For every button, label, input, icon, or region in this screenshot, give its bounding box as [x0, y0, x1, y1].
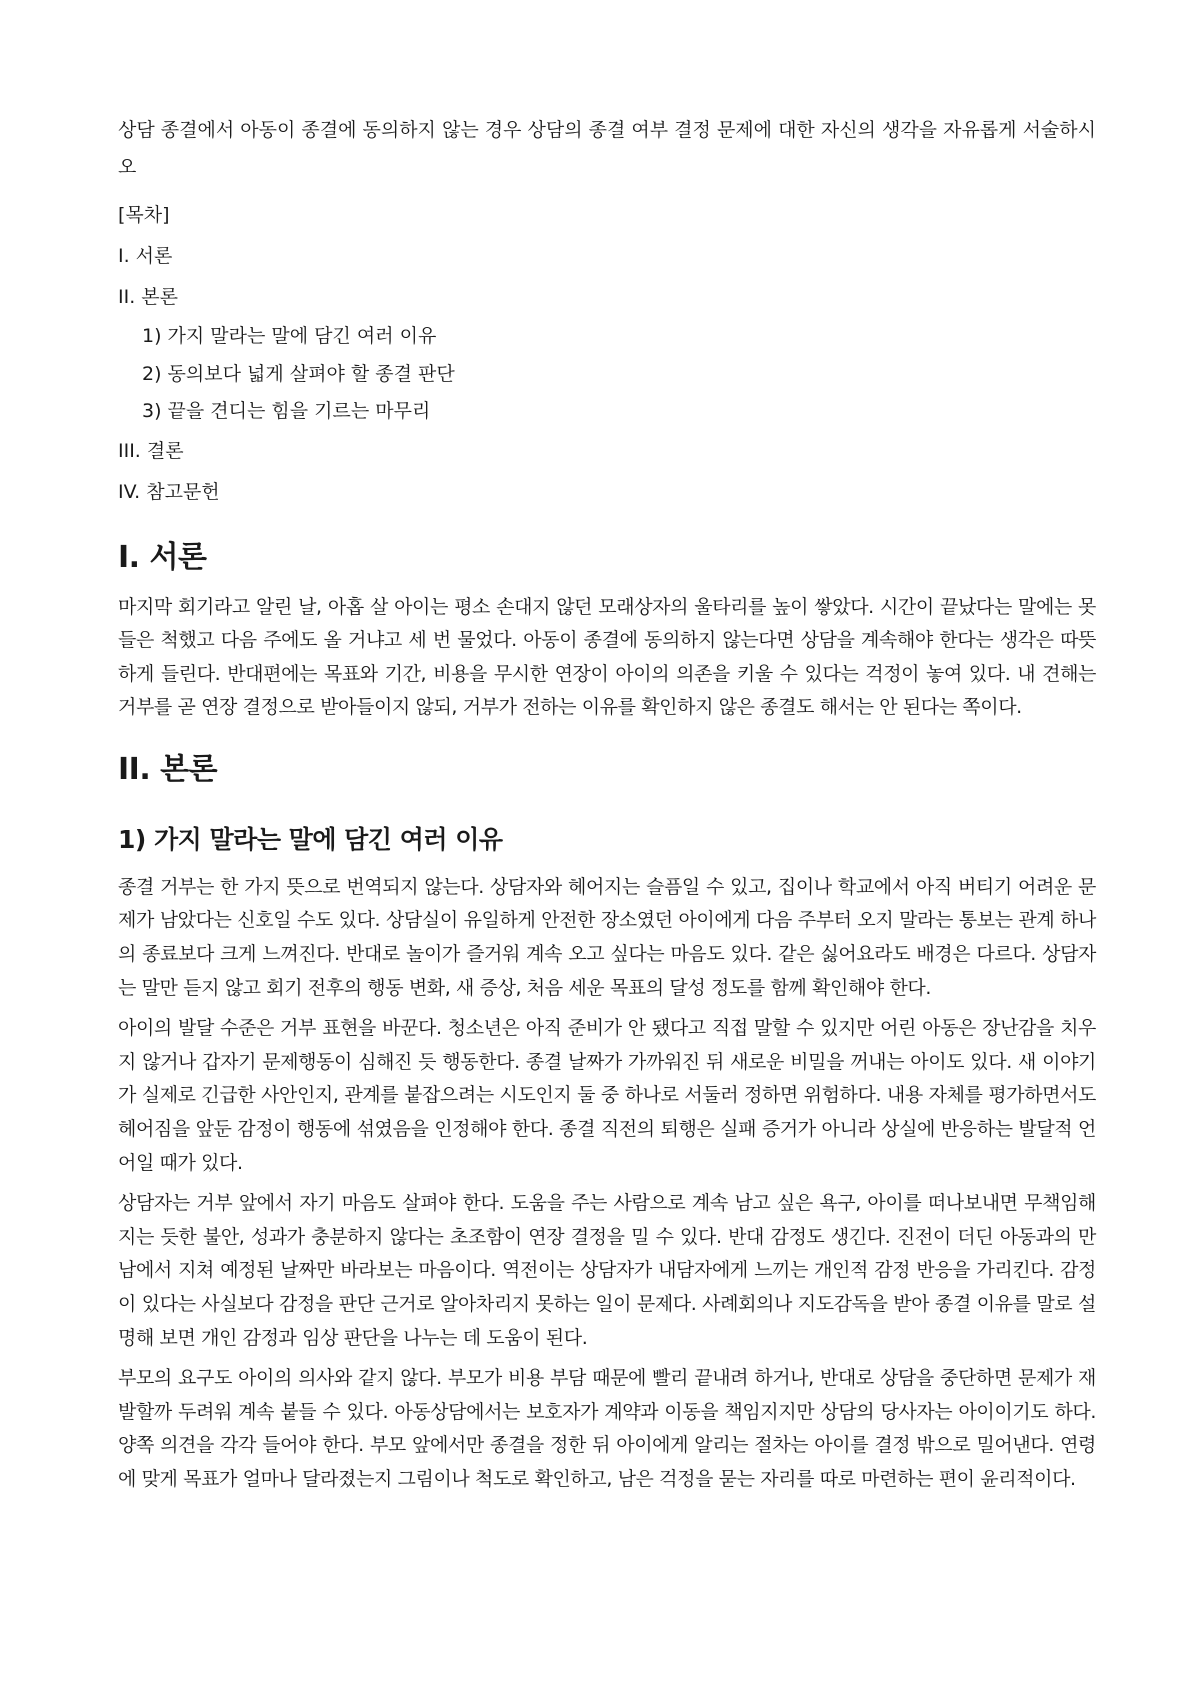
- body-sub1-paragraph-2: 아이의 발달 수준은 거부 표현을 바꾼다. 청소년은 아직 준비가 안 됐다고 직접 말할 수 있지만 어린 아동은 장난감을 치우지 않거나 갑자기 문제행동이 심해진 듯 행동한다. 종결 날짜가 가까워진 뒤 새로운 비밀을 꺼내는 아이도 있다. 새 이야기가 실제로 긴급한 사안인지, 관계를 붙잡으려는 시도인지 둘 중 하나로 서둘러 정하면 위험하다. 내용 자체를 평가하면서도 헤어짐을 앞둔 감정이 행동에 섞였음을 인정해야 한다. 종결 직전의 퇴행은 실패 증거가 아니라 상실에 반응하는 발달적 언어일 때가 있다.: [118, 1017, 1096, 1174]
- toc-item-body: II. 본론: [118, 286, 178, 308]
- question-text: 상담 종결에서 아동이 종결에 동의하지 않는 경우 상담의 종결 여부 결정 문제에 대한 자신의 생각을 자유롭게 서술하시오: [118, 119, 1096, 178]
- table-of-contents: [118, 195, 1096, 513]
- body-sub1-heading: 1) 가지 말라는 말에 담긴 여러 이유: [118, 824, 503, 854]
- body-heading: II. 본론: [118, 751, 218, 787]
- toc-item-body-2: 2) 동의보다 넓게 살펴야 할 종결 판단: [142, 362, 455, 385]
- toc-item-conclusion: III. 결론: [118, 439, 184, 462]
- toc-item-body-1: 1) 가지 말라는 말에 담긴 여러 이유: [142, 325, 437, 347]
- body-sub1-paragraph-4: 부모의 요구도 아이의 의사와 같지 않다. 부모가 비용 부담 때문에 빨리 끝내려 하거나, 반대로 상담을 중단하면 문제가 재발할까 두려워 계속 붙들 수 있다. 아동상담에서는 보호자가 계약과 이동을 책임지지만 상담의 당사자는 아이이기도 하다. 양쪽 의견을 각각 들어야 한다. 부모 앞에서만 종결을 정한 뒤 아이에게 알리는 절차는 아이를 결정 밖으로 밀어낸다. 연령에 맞게 목표가 얼마나 달라졌는지 그림이나 척도로 확인하고, 남은 걱정을 묻는 자리를 따로 마련하는 편이 윤리적이다.: [118, 1367, 1096, 1490]
- body-sub1-paragraph-1: 종결 거부는 한 가지 뜻으로 번역되지 않는다. 상담자와 헤어지는 슬픔일 수 있고, 집이나 학교에서 아직 버티기 어려운 문제가 남았다는 신호일 수도 있다. 상담실이 유일하게 안전한 장소였던 아이에게 다음 주부터 오지 말라는 통보는 관계 하나의 종료보다 크게 느껴진다. 반대로 놀이가 즐거워 계속 오고 싶다는 마음도 있다. 같은 싫어요라도 배경은 다르다. 상담자는 말만 듣지 않고 회기 전후의 행동 변화, 새 증상, 처음 세운 목표의 달성 정도를 함께 확인해야 한다.: [118, 875, 1096, 999]
- intro-paragraph: 마지막 회기라고 알린 날, 아홉 살 아이는 평소 손대지 않던 모래상자의 울타리를 높이 쌓았다. 시간이 끝났다는 말에는 못 들은 척했고 다음 주에도 올 거냐고 세 번 물었다. 아동이 종결에 동의하지 않는다면 상담을 계속해야 한다는 생각은 따뜻하게 들린다. 반대편에는 목표와 기간, 비용을 무시한 연장이 아이의 의존을 키울 수 있다는 걱정이 놓여 있다. 내 견해는 거부를 곧 연장 결정으로 받아들이지 않되, 거부가 전하는 이유를 확인하지 않은 종결도 해서는 안 된다는 쪽이다.: [118, 595, 1096, 719]
- body-sub1-paragraph-3: 상담자는 거부 앞에서 자기 마음도 살펴야 한다. 도움을 주는 사람으로 계속 남고 싶은 욕구, 아이를 떠나보내면 무책임해지는 듯한 불안, 성과가 충분하지 않다는 초조함이 연장 결정을 밀 수 있다. 반대 감정도 생긴다. 진전이 더딘 아동과의 만남에서 지쳐 예정된 날짜만 바라보는 마음이다. 역전이는 상담자가 내담자에게 느끼는 개인적 감정 반응을 가리킨다. 감정이 있다는 사실보다 감정을 판단 근거로 알아차리지 못하는 일이 문제다. 사례회의나 지도감독을 받아 종결 이유를 말로 설명해 보면 개인 감정과 임상 판단을 나누는 데 도움이 된다.: [118, 1192, 1096, 1349]
- toc-item-body-3: 3) 끝을 견디는 힘을 기르는 마무리: [142, 400, 431, 422]
- toc-heading: [목차]: [118, 204, 170, 226]
- toc-item-intro: I. 서론: [118, 245, 173, 267]
- toc-item-references: IV. 참고문헌: [118, 480, 220, 503]
- intro-heading: I. 서론: [118, 539, 207, 575]
